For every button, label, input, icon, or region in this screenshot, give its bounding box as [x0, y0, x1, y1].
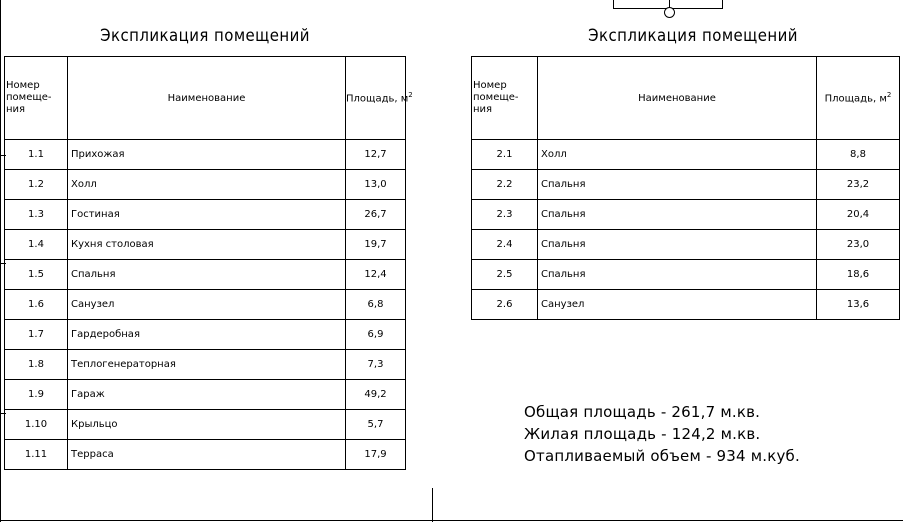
room-name: Санузел [538, 290, 817, 320]
room-number: 1.2 [5, 170, 68, 200]
room-name: Холл [538, 140, 817, 170]
room-name: Кухня столовая [68, 230, 346, 260]
table1 [4, 56, 413, 470]
room-name: Терраса [68, 440, 346, 470]
room-area: 23,0 [817, 230, 900, 260]
table2 [471, 56, 900, 320]
table-row [5, 440, 406, 470]
table-row [472, 140, 900, 170]
table2-header-name: Наименование [538, 57, 817, 140]
room-area: 5,7 [346, 410, 406, 440]
table-row [472, 170, 900, 200]
room-area: 13,0 [346, 170, 406, 200]
room-number: 1.3 [5, 200, 68, 230]
table2-header-num: Номер помеще-ния [472, 57, 538, 140]
table-row [5, 260, 406, 290]
room-area: 6,8 [346, 290, 406, 320]
room-number: 2.2 [472, 170, 538, 200]
room-number: 1.11 [5, 440, 68, 470]
table-row [472, 260, 900, 290]
room-name: Спальня [538, 260, 817, 290]
room-area: 13,6 [817, 290, 900, 320]
room-number: 1.1 [5, 140, 68, 170]
table-row [5, 380, 406, 410]
room-area: 7,3 [346, 350, 406, 380]
room-name: Спальня [538, 230, 817, 260]
frame-bottom-border [0, 520, 903, 521]
room-name: Гараж [68, 380, 346, 410]
room-number: 2.6 [472, 290, 538, 320]
table1-header-num: Номер помеще-ния [5, 57, 68, 140]
room-number: 1.7 [5, 320, 68, 350]
table-row [5, 320, 406, 350]
table-row [472, 230, 900, 260]
drawing-symbol-circle-icon [664, 7, 675, 18]
table2-title: Экспликация помещений [588, 26, 798, 46]
table-row [5, 350, 406, 380]
table-row [5, 230, 406, 260]
room-number: 1.6 [5, 290, 68, 320]
table1-header-name: Наименование [68, 57, 346, 140]
room-area: 18,6 [817, 260, 900, 290]
room-number: 1.9 [5, 380, 68, 410]
room-name: Теплогенераторная [68, 350, 346, 380]
room-number: 2.3 [472, 200, 538, 230]
summary-block [524, 401, 800, 467]
room-area: 6,9 [346, 320, 406, 350]
room-area: 12,7 [346, 140, 406, 170]
room-number: 2.5 [472, 260, 538, 290]
room-name: Санузел [68, 290, 346, 320]
room-area: 17,9 [346, 440, 406, 470]
room-area: 19,7 [346, 230, 406, 260]
room-area: 20,4 [817, 200, 900, 230]
room-area: 8,8 [817, 140, 900, 170]
table-row [5, 410, 406, 440]
room-name: Холл [68, 170, 346, 200]
room-name: Гардеробная [68, 320, 346, 350]
frame-divider-stub [432, 488, 433, 522]
room-name: Крыльцо [68, 410, 346, 440]
room-name: Спальня [538, 170, 817, 200]
room-name: Спальня [68, 260, 346, 290]
table-row [5, 200, 406, 230]
summary-living-area: Жилая площадь - 124,2 м.кв. [524, 425, 761, 443]
room-area: 49,2 [346, 380, 406, 410]
table-row [5, 140, 406, 170]
room-number: 1.5 [5, 260, 68, 290]
room-area: 26,7 [346, 200, 406, 230]
frame-left-border [0, 0, 1, 522]
room-number: 2.1 [472, 140, 538, 170]
room-area: 12,4 [346, 260, 406, 290]
table-row [5, 290, 406, 320]
room-name: Гостиная [68, 200, 346, 230]
table-row [472, 200, 900, 230]
room-number: 2.4 [472, 230, 538, 260]
room-area: 23,2 [817, 170, 900, 200]
summary-total-area: Общая площадь - 261,7 м.кв. [524, 403, 761, 421]
room-number: 1.10 [5, 410, 68, 440]
room-name: Прихожая [68, 140, 346, 170]
room-number: 1.8 [5, 350, 68, 380]
room-number: 1.4 [5, 230, 68, 260]
table1-title: Экспликация помещений [100, 26, 310, 46]
table2-header-area: Площадь, $м^2$ [817, 57, 900, 140]
table-row [5, 170, 406, 200]
summary-heated-volume: Отапливаемый объем - 934 м.куб. [524, 447, 800, 465]
table1-header-area: Площадь, $м^2$ [346, 57, 406, 140]
room-name: Спальня [538, 200, 817, 230]
table-row [472, 290, 900, 320]
